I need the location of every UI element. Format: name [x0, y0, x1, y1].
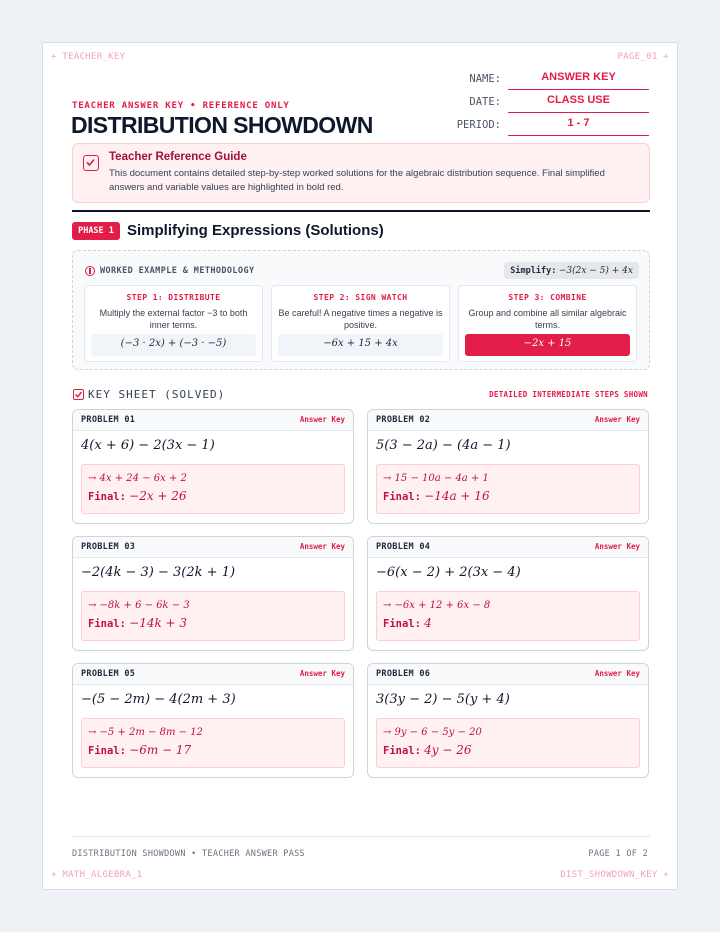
corner-label-top-right: PAGE_01 + — [617, 52, 669, 62]
key-sheet-note: DETAILED INTERMEDIATE STEPS SHOWN — [489, 390, 648, 399]
step-body: Multiply the external factor −3 to both inner terms. — [99, 308, 248, 330]
card-header — [368, 537, 648, 558]
corner-label-bottom-right: DIST_SHOWDOWN_KEY + — [560, 870, 669, 880]
final-value: 4y − 26 — [424, 743, 472, 757]
name-field — [455, 68, 649, 90]
key-sheet-title: KEY SHEET (SOLVED) — [88, 388, 226, 401]
answer-box — [81, 591, 345, 641]
card-header — [368, 664, 648, 685]
step-card-sign-watch — [271, 285, 450, 362]
final-answer — [88, 743, 191, 757]
checkbox-icon — [73, 389, 84, 400]
section-divider — [72, 210, 650, 212]
problem-expression: 4(x + 6) − 2(3x − 1) — [81, 438, 215, 453]
worksheet-page — [42, 42, 678, 890]
period-value: 1 - 7 — [508, 114, 649, 136]
step-card-distribute — [84, 285, 263, 362]
answer-key-tag: Answer Key — [594, 415, 640, 424]
card-header — [73, 664, 353, 685]
step-math-result: −2x + 15 — [465, 334, 630, 356]
problem-card — [367, 536, 649, 651]
problem-number: PROBLEM 03 — [81, 542, 136, 552]
answer-box — [376, 464, 640, 514]
card-header — [73, 410, 353, 431]
intermediate-step: → 15 − 10a − 4a + 1 — [383, 473, 489, 484]
period-field — [455, 114, 649, 136]
problem-expression: −2(4k − 3) − 3(2k + 1) — [81, 565, 236, 580]
final-answer — [383, 743, 472, 757]
problem-number: PROBLEM 02 — [376, 415, 431, 425]
problem-expression: 3(3y − 2) − 5(y + 4) — [376, 692, 510, 707]
final-label: Final: — [88, 745, 126, 757]
problem-number: PROBLEM 01 — [81, 415, 136, 425]
intermediate-step: → −6x + 12 + 6x − 8 — [383, 600, 491, 611]
problem-card — [367, 663, 649, 778]
eyebrow-label: TEACHER ANSWER KEY • REFERENCE ONLY — [72, 101, 290, 111]
problem-number: PROBLEM 04 — [376, 542, 431, 552]
corner-label-top-left: + TEACHER_KEY — [51, 52, 126, 62]
card-header — [73, 537, 353, 558]
final-value: 4 — [424, 616, 432, 630]
page-title: DISTRIBUTION SHOWDOWN — [71, 112, 373, 138]
problem-expression: 5(3 − 2a) − (4a − 1) — [376, 438, 511, 453]
step-title: STEP 3: COMBINE — [508, 293, 587, 302]
final-value: −6m − 17 — [129, 743, 192, 757]
final-value: −14k + 3 — [129, 616, 188, 630]
footer-title: DISTRIBUTION SHOWDOWN • TEACHER ANSWER PASS — [72, 849, 305, 859]
answer-key-tag: Answer Key — [299, 669, 345, 678]
step-title: STEP 2: SIGN WATCH — [313, 293, 408, 302]
answer-key-tag: Answer Key — [594, 669, 640, 678]
checkbox-icon — [83, 155, 99, 171]
final-label: Final: — [383, 745, 421, 757]
step-math: (−3 · 2x) + (−3 · −5) — [91, 334, 256, 356]
intermediate-step: → 4x + 24 − 6x + 2 — [88, 473, 187, 484]
step-math: −6x + 15 + 4x — [278, 334, 443, 356]
simplify-label: Simplify: — [510, 266, 557, 276]
problem-card — [367, 409, 649, 524]
final-label: Final: — [383, 618, 421, 630]
phase-title: Simplifying Expressions (Solutions) — [127, 222, 384, 239]
intermediate-step: → 9y − 6 − 5y − 20 — [383, 727, 482, 738]
name-value: ANSWER KEY — [508, 68, 649, 90]
answer-box — [81, 464, 345, 514]
answer-key-tag: Answer Key — [299, 415, 345, 424]
info-icon-mark — [89, 268, 91, 274]
final-label: Final: — [88, 618, 126, 630]
simplify-expression: −3(2x − 5) + 4x — [558, 266, 633, 276]
period-label: PERIOD: — [456, 119, 501, 131]
guide-title: Teacher Reference Guide — [109, 151, 247, 163]
problem-card — [72, 536, 354, 651]
final-answer — [88, 489, 187, 503]
final-answer — [383, 616, 432, 630]
problem-card — [72, 663, 354, 778]
final-label: Final: — [383, 491, 421, 503]
intermediate-step: → −8k + 6 − 6k − 3 — [88, 600, 190, 611]
step-body: Group and combine all similar algebraic terms. — [468, 308, 627, 330]
problem-number: PROBLEM 05 — [81, 669, 136, 679]
corner-label-bottom-left: + MATH_ALGEBRA_1 — [51, 870, 143, 880]
problem-expression: −(5 − 2m) − 4(2m + 3) — [81, 692, 236, 707]
step-title: STEP 1: DISTRIBUTE — [126, 293, 221, 302]
final-value: −14a + 16 — [424, 489, 490, 503]
date-field — [455, 91, 649, 113]
worked-example-title: WORKED EXAMPLE & METHODOLOGY — [100, 266, 255, 276]
guide-body: This document contains detailed step-by-step worked solutions for the algebraic distribution sequence. Final simplified answers and variable values are highlighted in bold red. — [109, 168, 605, 193]
simplify-pill — [504, 262, 639, 279]
answer-box — [376, 718, 640, 768]
final-answer — [88, 616, 187, 630]
teacher-guide-callout — [72, 143, 650, 203]
name-label: NAME: — [469, 73, 501, 85]
answer-key-tag: Answer Key — [594, 542, 640, 551]
step-body: Be careful! A negative times a negative is positive. — [278, 308, 443, 330]
card-header — [368, 410, 648, 431]
final-answer — [383, 489, 490, 503]
intermediate-step: → −5 + 2m − 8m − 12 — [88, 727, 203, 738]
problem-number: PROBLEM 06 — [376, 669, 431, 679]
page-number: PAGE 1 OF 2 — [588, 849, 648, 859]
final-value: −2x + 26 — [129, 489, 187, 503]
step-card-combine — [458, 285, 637, 362]
date-label: DATE: — [469, 96, 501, 108]
problem-card — [72, 409, 354, 524]
footer-divider — [72, 836, 650, 837]
date-value: CLASS USE — [508, 91, 649, 113]
phase-badge: PHASE 1 — [72, 222, 120, 240]
final-label: Final: — [88, 491, 126, 503]
answer-box — [81, 718, 345, 768]
worked-example-panel — [72, 250, 650, 370]
answer-box — [376, 591, 640, 641]
answer-key-tag: Answer Key — [299, 542, 345, 551]
problem-expression: −6(x − 2) + 2(3x − 4) — [376, 565, 521, 580]
